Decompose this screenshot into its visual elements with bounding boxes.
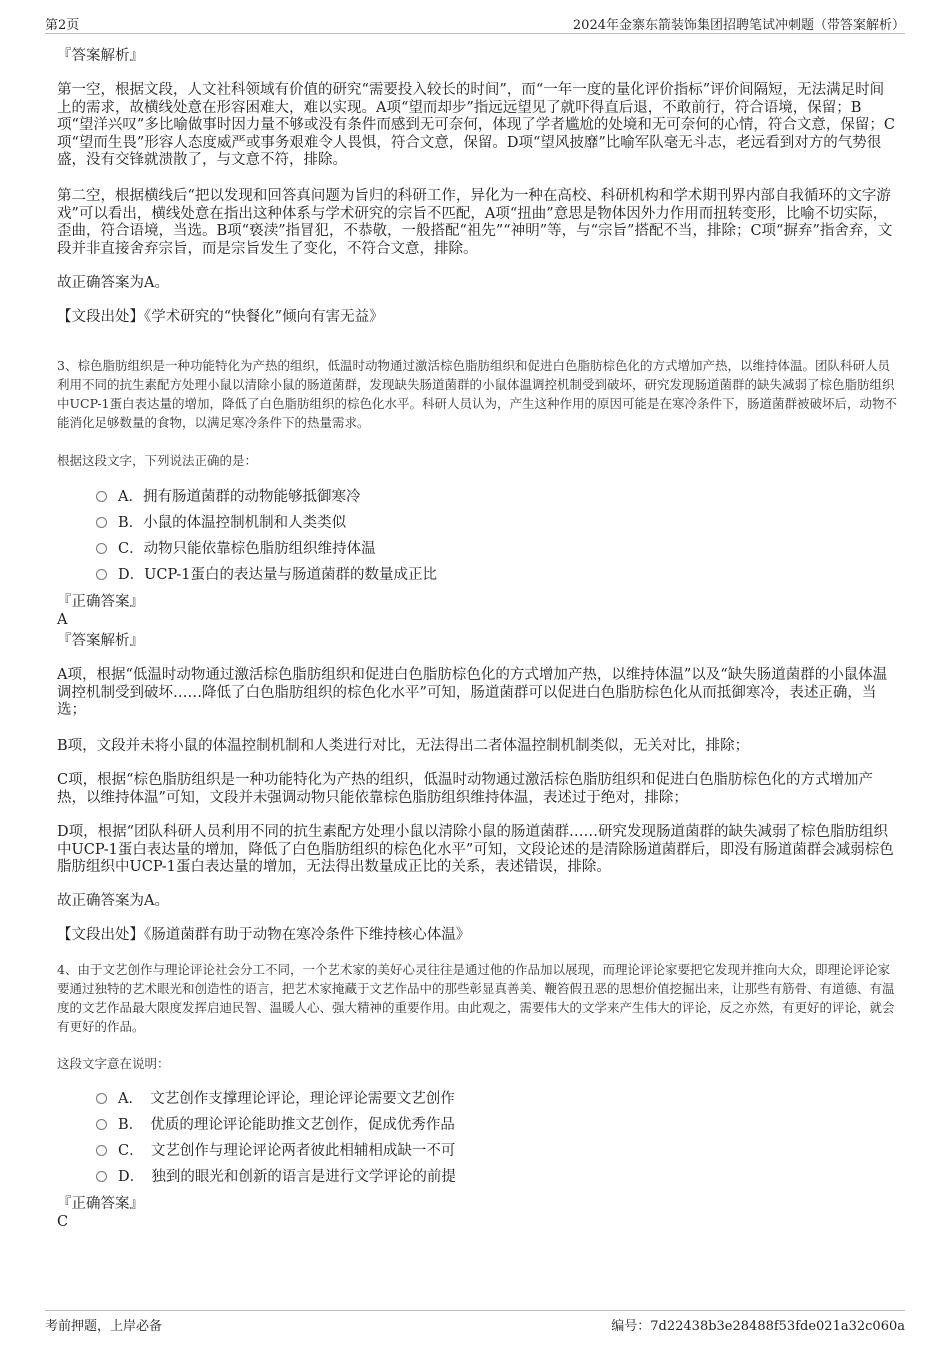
q4-answer-label: 『正确答案』: [57, 1196, 144, 1212]
footer-serial: 编号：7d22438b3e28488f53fde021a32c060a: [611, 1319, 905, 1334]
q3-stem: 3、棕色脂肪组织是一种功能特化为产热的组织，低温时动物通过激活棕色脂肪组织和促进白色脂肪棕色化的方式增加产热，以维持体温。团队科研人员利用不同的抗生素配方处理小鼠以清除小鼠的肠道菌群，发现缺失肠道菌群的小鼠体温调控机制受到破坏，研究发现肠道菌群的缺失减弱了棕色脂肪组织中UCP-1蛋白表达量的增加，降低了白色脂肪组织的棕色化水平。科研人员认为，产生这种作用的原因可能是在寒冷条件下，肠道菌群被破坏后，动物不能消化足够数量的食物，以满足寒冷条件下的热量需求。: [57, 358, 898, 430]
radio-icon[interactable]: [96, 569, 107, 580]
q3-analysis-d: D项，根据“团队科研人员利用不同的抗生素配方处理小鼠以清除小鼠的肠道菌群……研究发现肠道菌群的缺失减弱了棕色脂肪组织中UCP-1蛋白表达量的增加，降低了白色脂肪组织的棕色化水平”可知，文段论述的是清除肠道菌群后，即没有肠道菌群会减弱棕色脂肪组织中UCP-1蛋白表达量的增加，无法得出数量成正比的关系，表述错误，排除。: [57, 824, 894, 875]
q3-analysis-c: C项，根据“棕色脂肪组织是一种功能特化为产热的组织，低温时动物通过激活棕色脂肪组织和促进白色脂肪棕色化的方式增加产热，以维持体温”可知，文段并未强调动物只能依靠棕色脂肪组织维持体温，表述过于绝对，排除；: [57, 772, 874, 806]
q2-analysis-label: 『答案解析』: [57, 48, 144, 64]
q3-source: 【文段出处】《肠道菌群有助于动物在寒冷条件下维持核心体温》: [57, 927, 471, 943]
option-label: C． 文艺创作与理论评论两者彼此相辅相成缺一不可: [118, 1143, 456, 1159]
option-label: A． 文艺创作支撑理论评论，理论评论需要文艺创作: [118, 1091, 455, 1107]
footer-slogan: 考前押题，上岸必备: [45, 1319, 163, 1334]
q3-option-c[interactable]: [96, 540, 376, 558]
radio-icon[interactable]: [96, 491, 107, 502]
option-label: A．拥有肠道菌群的动物能够抵御寒冷: [118, 489, 361, 505]
radio-icon[interactable]: [96, 543, 107, 554]
radio-icon[interactable]: [96, 1145, 107, 1156]
q3-analysis-a: A项，根据“低温时动物通过激活棕色脂肪组织和促进白色脂肪棕色化的方式增加产热，以维持体温”以及“缺失肠道菌群的小鼠体温调控机制受到破坏……降低了白色脂肪组织的棕色化水平”可知，肠道菌群可以促进白色脂肪棕色化从而抵御寒冷，表述正确，当选；: [57, 667, 888, 718]
q3-option-a[interactable]: [96, 488, 360, 506]
option-label: B． 优质的理论评论能助推文艺创作，促成优秀作品: [118, 1117, 455, 1133]
q2-analysis-para1: 第一空，根据文段，人文社科领域有价值的研究“需要投入较长的时间”，而“一年一度的量化评价指标”评价间隔短，无法满足时间上的需求，故横线处意在形容困难大，难以实现。A项“望而却步”指远远望见了就吓得直后退，不敢前行，符合语境，保留；B项“望洋兴叹”多比喻做事时因力量不够或没有条件而感到无可奈何，体现了学者尴尬的处境和无可奈何的心情，符合文意，保留；C项“望而生畏”形容人态度威严或事务艰难令人畏惧，符合文意，保留。D项“望风披靡”比喻军队毫无斗志，老远看到对方的气势很盛，没有交锋就溃散了，与文意不符，排除。: [57, 82, 895, 168]
option-label: D． 独到的眼光和创新的语言是进行文学评论的前提: [118, 1169, 456, 1185]
q4-option-b[interactable]: [96, 1116, 455, 1134]
radio-icon[interactable]: [96, 1093, 107, 1104]
q2-conclusion: 故正确答案为A。: [57, 275, 169, 291]
q3-conclusion: 故正确答案为A。: [57, 893, 169, 909]
q2-source: 【文段出处】《学术研究的“快餐化”倾向有害无益》: [57, 309, 384, 325]
option-label: C．动物只能依靠棕色脂肪组织维持体温: [118, 541, 376, 557]
radio-icon[interactable]: [96, 1119, 107, 1130]
q4-stem: 4、由于文艺创作与理论评论社会分工不同，一个艺术家的美好心灵往往是通过他的作品加以展现，而理论评论家要把它发现并推向大众，即理论评论家要通过独特的艺术眼光和创造性的语言，把艺术家掩藏于文艺作品中的那些彰显真善美、鞭笞假丑恶的思想价值挖掘出来，让那些有筋骨、有道德、有温度的文艺作品最大限度发挥启迪民智、温暖人心、强大精神的重要作用。由此观之，需要伟大的文学来产生伟大的评论，反之亦然，有更好的评论，就会有更好的作品。: [57, 962, 895, 1034]
document-title: 2024年金寨东箭装饰集团招聘笔试冲刺题（带答案解析）: [572, 18, 905, 33]
q3-option-b[interactable]: [96, 514, 346, 532]
q3-option-d[interactable]: [96, 566, 437, 584]
radio-icon[interactable]: [96, 517, 107, 528]
q3-answer-label: 『正确答案』: [57, 594, 144, 610]
q3-analysis-b: B项，文段并未将小鼠的体温控制机制和人类进行对比，无法得出二者体温控制机制类似，无关对比，排除；: [57, 738, 750, 754]
q4-answer: C: [57, 1214, 69, 1230]
page-footer: [45, 1310, 905, 1334]
q3-prompt: 根据这段文字，下列说法正确的是：: [57, 453, 258, 468]
q4-option-c[interactable]: [96, 1142, 455, 1160]
radio-icon[interactable]: [96, 1171, 107, 1182]
option-label: B．小鼠的体温控制机制和人类类似: [118, 515, 347, 531]
q4-prompt: 这段文字意在说明：: [57, 1056, 170, 1071]
q4-option-d[interactable]: [96, 1168, 456, 1186]
page-header: [45, 13, 905, 34]
q4-option-a[interactable]: [96, 1090, 455, 1108]
q2-analysis-para2: 第二空，根据横线后“把以发现和回答真问题为旨归的科研工作，异化为一种在高校、科研机构和学术期刊界内部自我循环的文字游戏”可以看出，横线处意在指出这种体系与学术研究的宗旨不匹配，A项“扭曲”意思是物体因外力作用而扭转变形，比喻不切实际，歪曲，符合语境，当选。B项“亵渎”指冒犯，不恭敬，一般搭配“祖先”“神明”等，与“宗旨”搭配不当，排除；C项“摒弃”指舍弃，文段并非直接舍弃宗旨，而是宗旨发生了变化，不符合文意，排除。: [57, 188, 893, 257]
page-number: 第2页: [45, 18, 80, 33]
q3-analysis-label: 『答案解析』: [57, 633, 144, 649]
q3-answer: A: [57, 612, 68, 628]
option-label: D．UCP-1蛋白的表达量与肠道菌群的数量成正比: [118, 567, 438, 583]
